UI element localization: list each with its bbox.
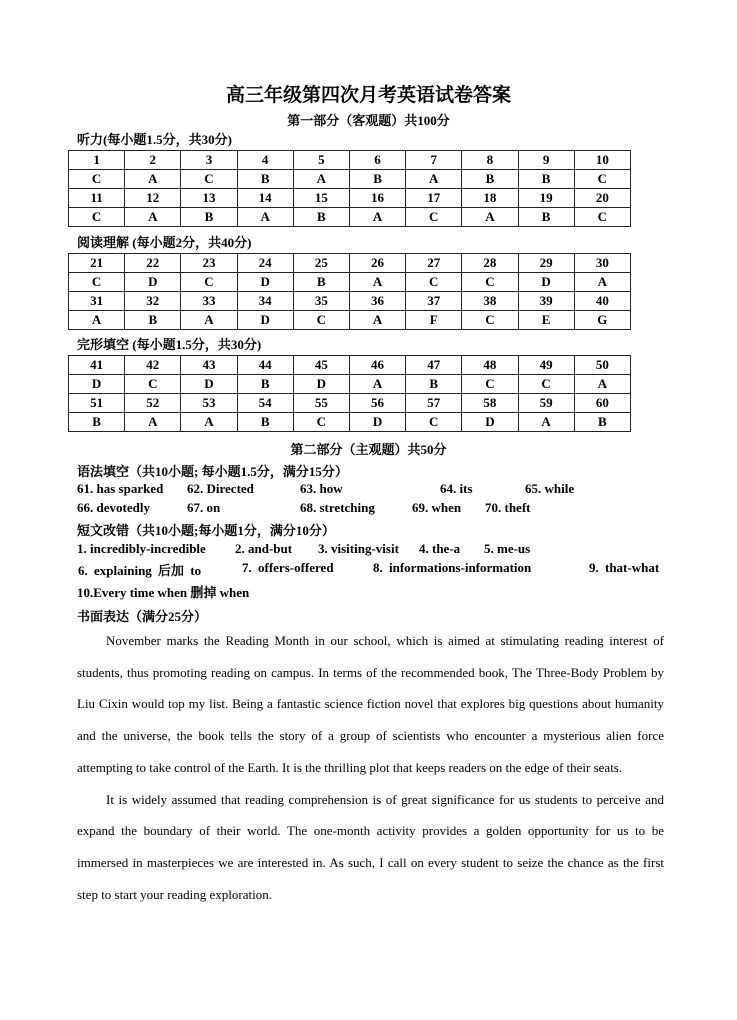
answer-cell: C (406, 273, 462, 292)
question-number: 4 (237, 151, 293, 170)
cloze-label: 完形填空 (每小题1.5分，共30分) (77, 337, 262, 352)
answer-cell: C (406, 413, 462, 432)
question-number: 14 (237, 189, 293, 208)
grammar-answer: 61. has sparked (77, 481, 164, 496)
question-number: 13 (181, 189, 237, 208)
table-row (69, 311, 631, 330)
question-number: 20 (574, 189, 630, 208)
question-number: 18 (462, 189, 518, 208)
question-number: 5 (293, 151, 349, 170)
grammar-answer: 64. its (440, 481, 473, 496)
table-row (69, 413, 631, 432)
table-row (69, 170, 631, 189)
question-number: 50 (574, 356, 630, 375)
question-number: 17 (406, 189, 462, 208)
question-number: 2 (125, 151, 181, 170)
question-number: 8 (462, 151, 518, 170)
answer-cell: B (293, 208, 349, 227)
answer-cell: A (181, 413, 237, 432)
cloze-answer-table (68, 355, 631, 432)
grammar-answer: 68. stretching (300, 500, 375, 515)
part2-heading: 第二部分（主观题）共50分 (290, 442, 447, 457)
question-number: 26 (349, 254, 405, 273)
question-number: 31 (69, 292, 125, 311)
answer-cell: A (574, 273, 630, 292)
question-number: 60 (574, 394, 630, 413)
answer-cell: A (518, 413, 574, 432)
answer-cell: B (237, 413, 293, 432)
question-number: 25 (293, 254, 349, 273)
correction-answer: 7. offers-offered (242, 560, 334, 575)
correction-answer: 1. incredibly-incredible (77, 541, 206, 556)
question-number: 16 (349, 189, 405, 208)
answer-cell: A (125, 413, 181, 432)
question-number: 42 (125, 356, 181, 375)
writing-label: 书面表达（满分25分） (77, 609, 208, 624)
question-number: 55 (293, 394, 349, 413)
question-number: 47 (406, 356, 462, 375)
answer-cell: A (349, 273, 405, 292)
question-number: 32 (125, 292, 181, 311)
answer-cell: D (69, 375, 125, 394)
answer-cell: D (237, 273, 293, 292)
grammar-label: 语法填空（共10小题; 每小题1.5分，满分15分） (77, 464, 348, 479)
question-number: 22 (125, 254, 181, 273)
question-number: 39 (518, 292, 574, 311)
table-row (69, 254, 631, 273)
question-number: 40 (574, 292, 630, 311)
answer-cell: B (125, 311, 181, 330)
question-number: 53 (181, 394, 237, 413)
question-number: 6 (349, 151, 405, 170)
question-number: 3 (181, 151, 237, 170)
question-number: 45 (293, 356, 349, 375)
question-number: 38 (462, 292, 518, 311)
answer-cell: A (574, 375, 630, 394)
answer-cell: D (349, 413, 405, 432)
listening-answer-table (68, 150, 631, 227)
answer-cell: D (237, 311, 293, 330)
question-number: 57 (406, 394, 462, 413)
correction-answer: 8. informations-information (373, 560, 532, 575)
question-number: 41 (69, 356, 125, 375)
correction-answer: 9. that-what (589, 560, 660, 575)
answer-cell: F (406, 311, 462, 330)
table-row (69, 189, 631, 208)
answer-cell: A (125, 208, 181, 227)
question-number: 51 (69, 394, 125, 413)
answer-cell: B (349, 170, 405, 189)
question-number: 37 (406, 292, 462, 311)
correction-answer: 10.Every time when 删掉 when (77, 585, 250, 600)
answer-cell: B (406, 375, 462, 394)
answer-cell: C (293, 413, 349, 432)
answer-cell: B (237, 375, 293, 394)
question-number: 52 (125, 394, 181, 413)
answer-cell: A (125, 170, 181, 189)
question-number: 48 (462, 356, 518, 375)
question-number: 35 (293, 292, 349, 311)
question-number: 9 (518, 151, 574, 170)
question-number: 58 (462, 394, 518, 413)
correction-answer: 2. and-but (235, 541, 293, 556)
answer-cell: A (69, 311, 125, 330)
table-row (69, 151, 631, 170)
question-number: 21 (69, 254, 125, 273)
question-number: 44 (237, 356, 293, 375)
grammar-answer: 62. Directed (187, 481, 254, 496)
question-number: 43 (181, 356, 237, 375)
answer-cell: C (69, 273, 125, 292)
question-number: 36 (349, 292, 405, 311)
question-number: 49 (518, 356, 574, 375)
question-number: 30 (574, 254, 630, 273)
answer-cell: A (462, 208, 518, 227)
answer-cell: B (518, 170, 574, 189)
table-row (69, 292, 631, 311)
answer-cell: A (181, 311, 237, 330)
essay-paragraph: It is widely assumed that reading comprehension is of great significance for us students to perceive and expand the boundary of their world. The one-month activity provides a golden opportunity for us to be immersed in masterpieces we are interested in. As such, I call on every student to seize the chance as the first step to start your reading exploration. (77, 791, 664, 902)
answer-cell: C (293, 311, 349, 330)
question-number: 33 (181, 292, 237, 311)
essay-paragraph: November marks the Reading Month in our school, which is aimed at stimulating reading interest of students, thus promoting reading on campus. In terms of the recommended book, The Three-Body Problem by Liu Cixin would top my list. Being a fantastic science fiction novel that explores big questions about humanity and the universe, the book tells the story of a group of scientists who encounter a mysterious alien force attempting to take control of the Earth. It is the thrilling plot that keeps readers on the edge of their seats. (77, 633, 664, 775)
answer-cell: B (574, 413, 630, 432)
grammar-answer: 69. when (412, 500, 462, 515)
question-number: 29 (518, 254, 574, 273)
question-number: 28 (462, 254, 518, 273)
answer-cell: B (293, 273, 349, 292)
answer-cell: C (181, 170, 237, 189)
grammar-answer: 65. while (525, 481, 575, 496)
answer-cell: C (125, 375, 181, 394)
question-number: 7 (406, 151, 462, 170)
question-number: 15 (293, 189, 349, 208)
answer-cell: C (462, 273, 518, 292)
writing-sample-essay (77, 625, 664, 910)
answer-cell: D (125, 273, 181, 292)
answer-cell: B (237, 170, 293, 189)
question-number: 34 (237, 292, 293, 311)
table-row (69, 356, 631, 375)
answer-cell: C (574, 208, 630, 227)
question-number: 19 (518, 189, 574, 208)
answer-cell: B (518, 208, 574, 227)
answer-cell: D (462, 413, 518, 432)
answer-cell: D (518, 273, 574, 292)
answer-cell: B (69, 413, 125, 432)
answer-cell: C (181, 273, 237, 292)
question-number: 46 (349, 356, 405, 375)
question-number: 12 (125, 189, 181, 208)
answer-cell: A (349, 375, 405, 394)
question-number: 1 (69, 151, 125, 170)
table-row (69, 394, 631, 413)
table-row (69, 375, 631, 394)
answer-cell: D (293, 375, 349, 394)
answer-cell: C (462, 375, 518, 394)
answer-cell: E (518, 311, 574, 330)
document-title: 高三年级第四次月考英语试卷答案 (225, 84, 511, 106)
answer-cell: A (293, 170, 349, 189)
question-number: 10 (574, 151, 630, 170)
answer-cell: A (349, 208, 405, 227)
part1-heading: 第一部分（客观题）共100分 (287, 113, 450, 128)
question-number: 24 (237, 254, 293, 273)
answer-cell: B (462, 170, 518, 189)
question-number: 11 (69, 189, 125, 208)
question-number: 54 (237, 394, 293, 413)
grammar-answer: 63. how (300, 481, 343, 496)
answer-cell: C (406, 208, 462, 227)
answer-cell: B (181, 208, 237, 227)
correction-label: 短文改错（共10小题;每小题1分，满分10分） (77, 523, 335, 538)
question-number: 56 (349, 394, 405, 413)
listening-label: 听力(每小题1.5分，共30分) (77, 132, 232, 147)
answer-cell: A (349, 311, 405, 330)
answer-cell: C (462, 311, 518, 330)
reading-answer-table (68, 253, 631, 330)
correction-answer: 6. explaining 后加 to (78, 563, 202, 578)
correction-answer: 5. me-us (484, 541, 531, 556)
answer-cell: C (69, 170, 125, 189)
answer-cell: C (518, 375, 574, 394)
table-row (69, 273, 631, 292)
question-number: 23 (181, 254, 237, 273)
correction-answer: 3. visiting-visit (318, 541, 399, 556)
answer-cell: A (406, 170, 462, 189)
correction-answer: 4. the-a (419, 541, 461, 556)
answer-cell: C (574, 170, 630, 189)
answer-cell: C (69, 208, 125, 227)
reading-label: 阅读理解 (每小题2分，共40分) (77, 235, 252, 250)
grammar-answer: 66. devotedly (77, 500, 150, 515)
answer-cell: G (574, 311, 630, 330)
question-number: 27 (406, 254, 462, 273)
grammar-answer: 70. theft (485, 500, 531, 515)
answer-cell: A (237, 208, 293, 227)
grammar-answer: 67. on (187, 500, 221, 515)
question-number: 59 (518, 394, 574, 413)
table-row (69, 208, 631, 227)
answer-cell: D (181, 375, 237, 394)
